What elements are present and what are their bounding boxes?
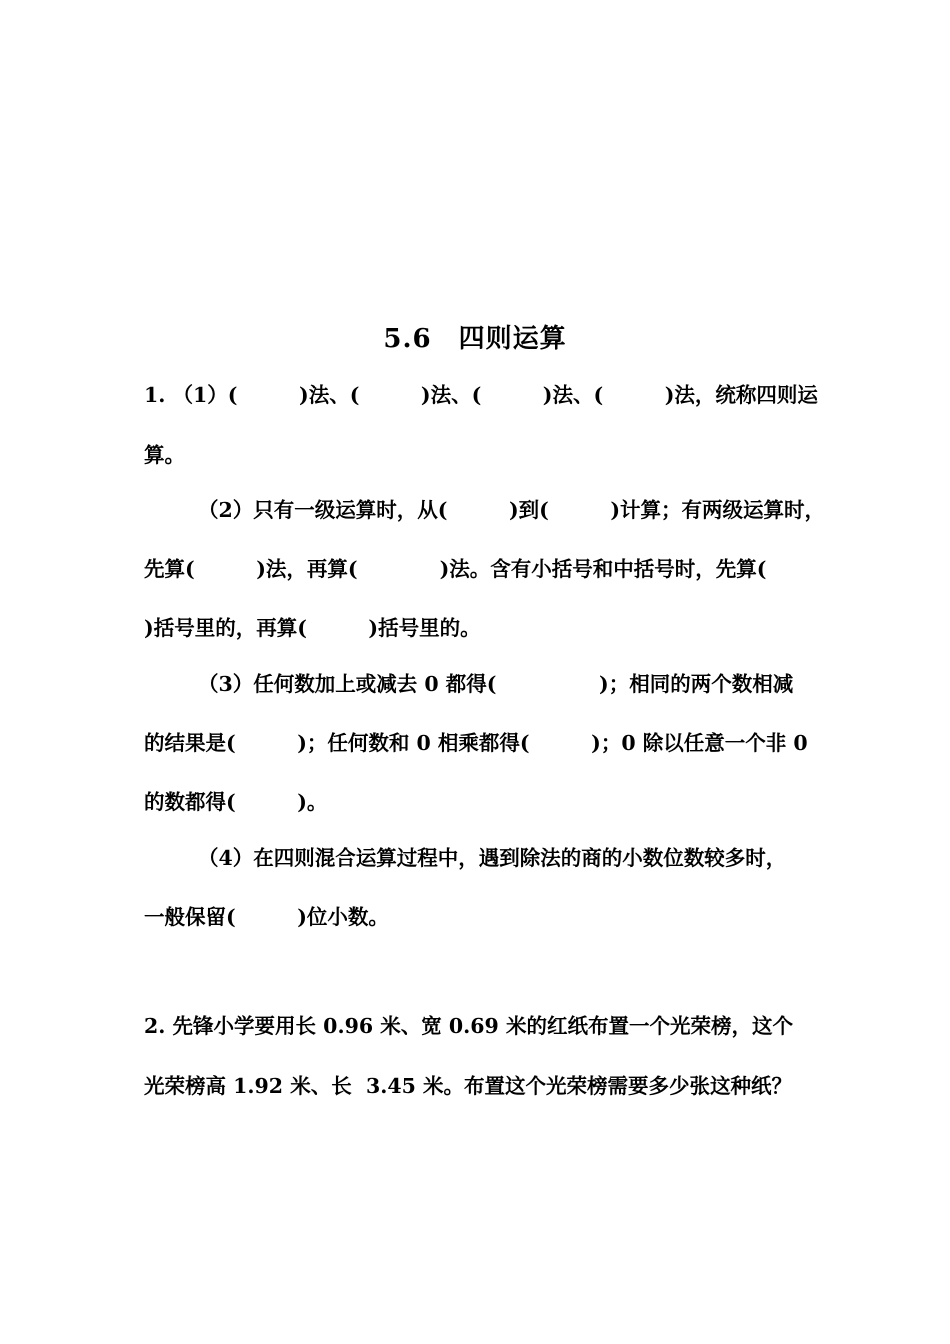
- q2-line-2: 光荣榜高 1.92 米、长 3.45 米。布置这个光荣榜需要多少张这种纸？: [144, 1074, 793, 1098]
- q1-part4-line-2: 一般保留( )位小数。: [144, 905, 389, 929]
- q1-part4-line-1: （4）在四则混合运算过程中，遇到除法的商的小数位数较多时，: [198, 846, 787, 870]
- page-title: 5.6 四则运算: [383, 324, 567, 354]
- q1-part2-line-3: )括号里的，再算( )括号里的。: [144, 616, 481, 640]
- q1-part2-line-2: 先算( )法，再算( )法。含有小括号和中括号时，先算(: [144, 557, 767, 581]
- q1-part3-line-1: （3）任何数加上或减去 0 都得( )；相同的两个数相减: [198, 672, 794, 696]
- q1-part3-line-3: 的数都得( )。: [144, 790, 328, 814]
- q2-line-1: 2. 先锋小学要用长 0.96 米、宽 0.69 米的红纸布置一个光荣榜，这个: [144, 1014, 793, 1038]
- q1-part3-line-2: 的结果是( )；任何数和 0 相乘都得( )；0 除以任意一个非 0: [144, 731, 808, 755]
- q1-part2-line-1: （2）只有一级运算时，从( )到( )计算；有两级运算时，: [198, 498, 826, 522]
- q1-line-2: 算。: [144, 443, 185, 467]
- q1-line-1: 1. （1）( )法、( )法、( )法、( )法，统称四则运: [144, 383, 818, 407]
